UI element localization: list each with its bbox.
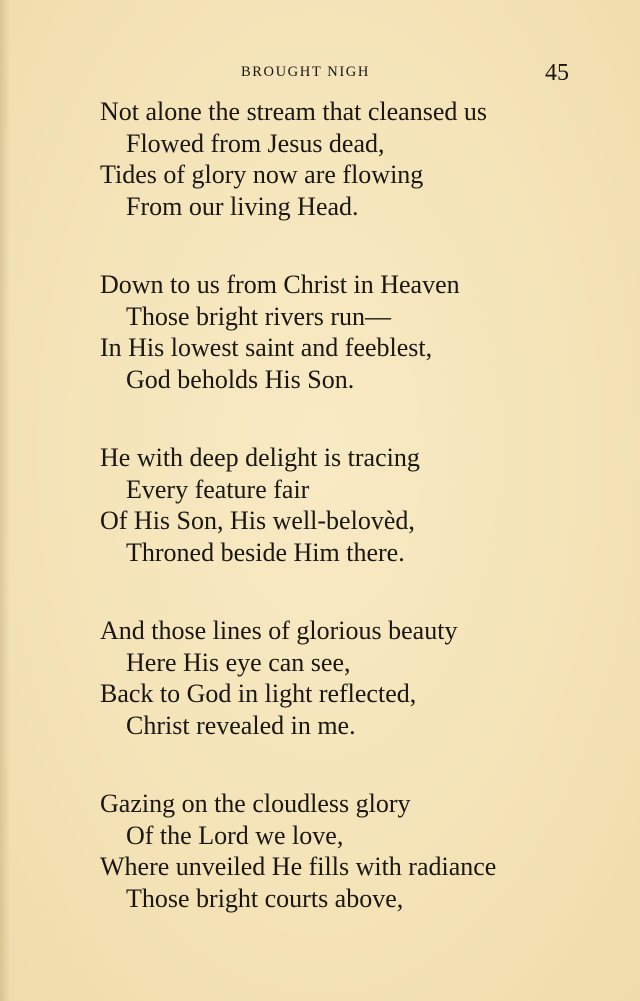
poem-line: Flowed from Jesus dead,	[126, 128, 385, 158]
poem-line: Those bright courts above,	[126, 883, 404, 913]
page-header	[0, 60, 640, 90]
poem-line: Of His Son, His well-belovèd,	[100, 506, 415, 535]
poem-line: Gazing on the cloudless glory	[100, 789, 411, 818]
poem	[100, 96, 620, 961]
poem-line: Where unveiled He fills with radiance	[100, 852, 497, 881]
stanza-2	[100, 269, 620, 395]
stanza-1	[100, 96, 620, 222]
poem-line: Back to God in light reflected,	[100, 679, 417, 708]
stanza-5	[100, 788, 620, 914]
poem-line: Of the Lord we love,	[126, 820, 344, 850]
poem-line: Every feature fair	[126, 474, 310, 504]
poem-line: Here His eye can see,	[126, 647, 351, 677]
poem-line: Throned beside Him there.	[126, 537, 405, 567]
poem-line: Christ revealed in me.	[126, 710, 356, 740]
stanza-3	[100, 442, 620, 568]
poem-line: Those bright rivers run—	[126, 301, 392, 331]
page-gutter-shadow	[0, 0, 10, 1001]
poem-line: Tides of glory now are flowing	[100, 160, 424, 189]
poem-line: And those lines of glorious beauty	[100, 616, 458, 645]
poem-line: In His lowest saint and feeblest,	[100, 333, 433, 362]
poem-line: Not alone the stream that cleansed us	[100, 97, 487, 126]
poem-line: God beholds His Son.	[126, 364, 355, 394]
poem-line: From our living Head.	[126, 191, 359, 221]
page-number: 45	[545, 60, 569, 86]
stanza-4	[100, 615, 620, 741]
poem-line: Down to us from Christ in Heaven	[100, 270, 460, 299]
poem-line: He with deep delight is tracing	[100, 443, 420, 472]
running-title: BROUGHT NIGH	[241, 64, 370, 80]
